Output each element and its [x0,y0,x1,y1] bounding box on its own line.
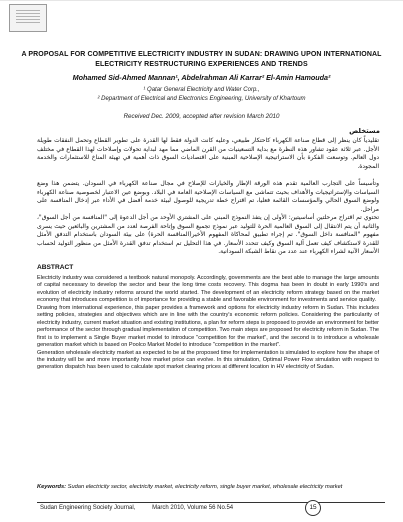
affiliation-2: ² Department of Electrical and Electronics Engineering, University of Khartoum [97,96,306,102]
abstract-body [37,275,379,372]
keywords-label: Keywords: [37,484,67,490]
keywords-text: Sudan electricity sector, electricity market, electricity reform, single buyer market, wholesale electricity market [67,484,343,490]
received-date: Received Dec. 2009, accepted after revision March 2010 [123,113,280,120]
author-list: Mohamed Sid-Ahmed Mannan¹, Abdelrahman Ali Karrar² El-Amin Hamouda² [72,73,331,82]
arabic-abstract-heading: مستخلص [349,127,380,135]
arabic-paragraph-3: تحتوي تم اقتراح مرحلتين أساسيتين: الأولى إن يتفذ النموذج المبني على المشتري الأوحد من أجل الدعوة إلى "المنافسة من أجل السوق"، والثانية أن يتم الانتقال إلى السوق العالمية الحرة للتوليد عبر نموذج تجميع السوق وإتاحة الفرصة لعدد من المشترين والبائعين حيث يسرى مفهوم "المنافسة داخل السوق". تم إجراء تطبيق لمحاكاة المفهوم الأخير(المناقسة الحرة) على بيئة السودان باستخدام التدفق الأمثل للقدرة لاستكشاف كيف تعمل آلية السوق وكيف تتحدد الأسعار. في هذا التحليل تم استخدام تدفق القدرة الأمثل من منظور التوليد لحساب الأسعار الآنية لشراء الكهرباء عند عدد من نقاط الشبكة السودانية. [37,214,379,256]
abstract-paragraph-1: Electricity industry was considered a textbook natural monopoly. Accordingly, governments are the best able to manage the large amounts of capital necessary to develop the sector and bear the long time costs recovery. This dogma has been in doubt in early 1990's and evolution of electricity industry reforms around the world started. The development of an electricity reform strategy based on the market economy that introduces competition is of importance for providing a stable and favorable environment for investments and service quality. [37,275,379,304]
footer-issue: March 2010, Volume 56 No.54 [152,505,234,511]
page-number: 15 [305,500,321,516]
abstract-heading: ABSTRACT [37,264,74,271]
journal-logo [9,4,47,32]
footer-divider [37,502,385,503]
paper-title: A PROPOSAL FOR COMPETITIVE ELECTRICITY INDUSTRY IN SUDAN: DRAWING UPON INTERNATIONAL ELECTRICITY RESTRUCTURING EXPERIENCES AND TRENDS [21,51,382,68]
abstract-paragraph-2: Drawing from international experience, this paper provides a framework and options for electricity industry reform in Sudan. This includes setting policies, strategies and objectives which are in line with the country's economic reform policies. Considering the particularity of electricity industry, current market situation and existing institutions, a plan for reform steps is proposed to provide an environment for better performance of the sector through gradual implementation of competition. Two main steps are proposed for electricity reform in Sudan. The first is to implement a Single Buyer market model to introduce "competition for the market", and the second is to introduce a wholesale generation market which is based on Poolco Market Model to introduce "competition in the market". [37,304,379,349]
abstract-paragraph-3: Generation wholesale electricity market as expected to be at the proposed time for implementation is simulated to explore how the shape of the industry will be and more importantly how market price can evolve. In this simulation, Optimal Power Flow simulation with respect to generation dispatch has been used to calculate spot market clearing prices at different location in HV electricity of Sudan. [37,349,379,371]
footer-journal: Sudan Engineering Society Journal, [40,505,136,511]
arabic-paragraph-1: تقليدياً كان ينظر إلى قطاع صناعة الكهرباء كاحتكار طبيعي، وعليه كانت الدولة فقط لها القدرة على تطوير القطاع وتحمل النفقات طويلة الأجل. عبر ثلاثة عقود تشاور هذه النظرة مع بداية التسعينيات من القرن الماضي مما مهد لبداية تحولات وإصلاحات لهذا القطاع في مختلف دول العالم. وتوسعت الفكرة بأن الاستراتيجية الإصلاحية المبنية على اقتصاديات السوق ذات أهمية في تهيئة المناخ للاستثمارات والخدمة المجودة. [37,137,379,170]
arabic-paragraph-2: وتأسيساً على التجارب العالمية تقدم هذه الورقة الإطار والخيارات للإصلاح في مجال صناعة الكهرباء في السودان. يتضمن هذا وضع السياسات والإستراتيجيات والأهداف بحيث تتماشى مع السياسات الإصلاحية العامة في البلاد. وبوضع عين الاعتبار لخصوصية صناعة الكهرباء ولوضع السوق الحالي والمؤسسات القائمة فعليا، تم اقتراح خطة تدريجية للوصول لبيئة خدمة أفضل في الأداء عبر إدخال المنافسة على مراحل. [37,180,379,213]
page-top-edge [0,0,403,1]
footer [40,505,233,511]
affiliation-1: ¹ Qatar General Electricity and Water Corp., [143,87,260,93]
keywords [37,484,379,492]
